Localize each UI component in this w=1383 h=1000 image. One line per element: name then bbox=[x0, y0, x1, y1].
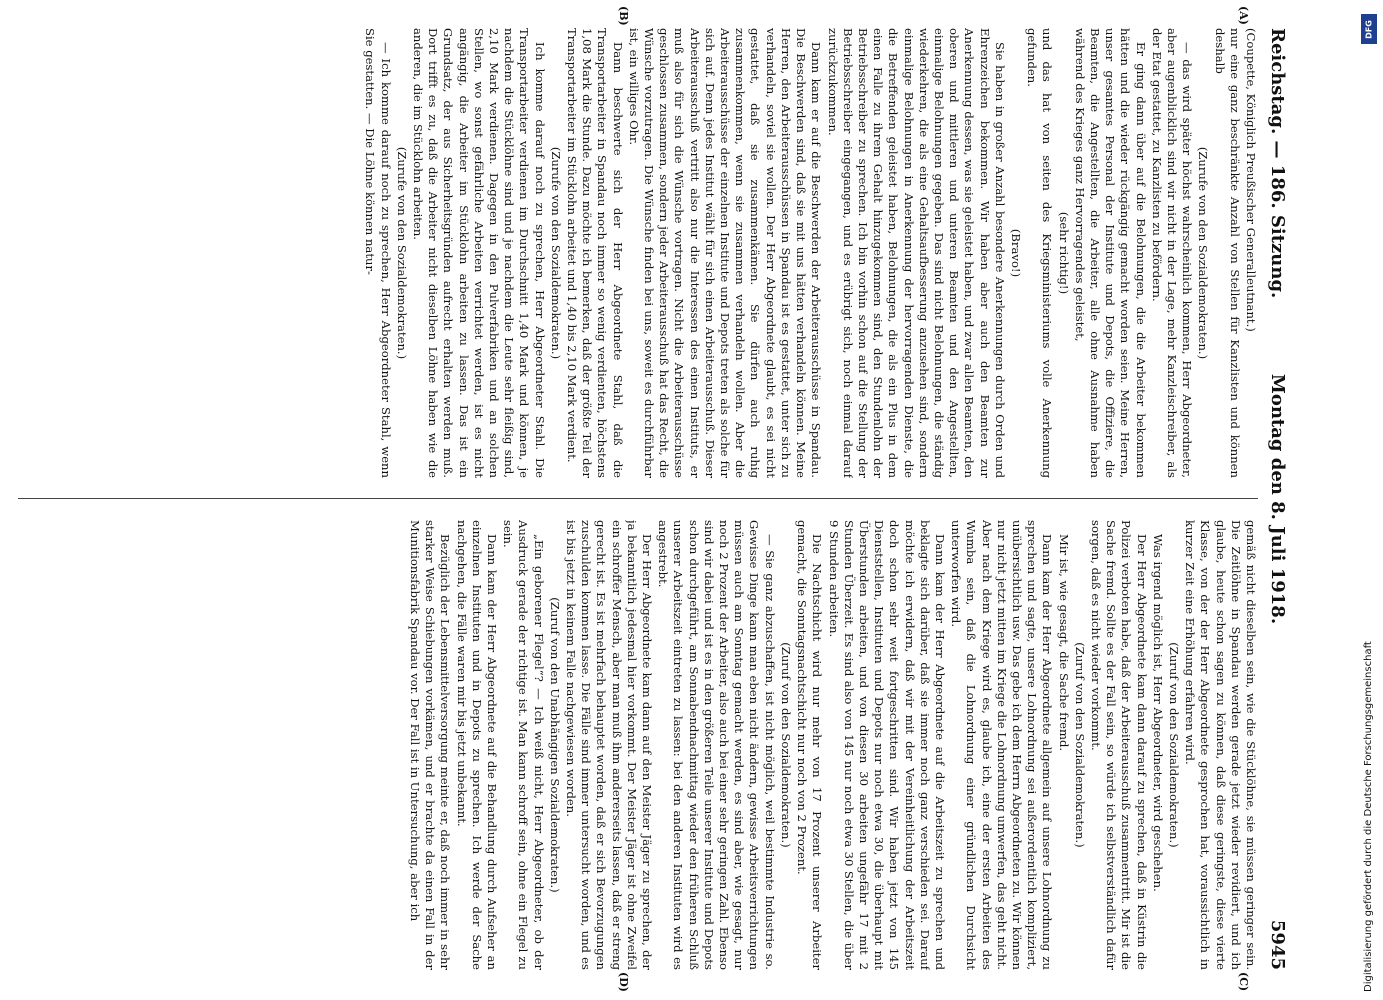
paragraph: Er ging dann über auf die Belohnungen, die die Arbeiter bekommen hätten und die wieder rückgängig gemacht worden seien. Meine Herren, unser gesamtes Personal der Institute und Depots, die Offiziere, die Beamten, die Angestellten, die Arbeiter, alle ohne Ausnahme haben während des Krieges ganz Hervorragendes geleistet, bbox=[1072, 28, 1148, 478]
paragraph: Mir ist, wie gesagt, die Sache fremd. bbox=[1056, 534, 1071, 752]
paragraph: und das hat von seiten des Kriegsministeriums volle Anerkennung gefunden. bbox=[1025, 28, 1055, 478]
left-column bbox=[18, 28, 1258, 478]
interjection: (Zuruf von den Sozialdemokraten.) bbox=[1166, 642, 1181, 848]
paragraph: Ich komme darauf noch zu sprechen, Herr Abgeordneter Stahl. Die Transportarbeiter verdienen im Durchschnitt 1,40 Mark und können, je nachdem die Stücklöhne sind und je nachdem die Leute sehr fleißig sind, 2,10 Mark verdienen. Dagegen in den Pulverfabriken und an solchen Stellen, wo sonst gefährliche Arbeiten verrichtet werden, ist es nicht angängig, die Arbeiter im Stücklohn arbeiten zu lassen. Das ist ein Grundsatz, der aus Sicherheitsgründen aufrecht erhalten werden muß. Dort trifft es zu, daß die Arbeiter nicht dieselben Löhne haben wie die anderen, die im Stücklohn arbeiten. bbox=[411, 28, 547, 478]
interjection: (Zurufe von den Sozialdemokraten.) bbox=[548, 146, 563, 360]
interjection: (Zuruf von den Sozialdemokraten.) bbox=[778, 642, 793, 848]
interjection: (Bravo!) bbox=[1008, 228, 1023, 278]
interjection: (sehr richtig!) bbox=[1056, 211, 1071, 295]
paragraph: Was irgend möglich ist, Herr Abgeordneter, wird geschehen. bbox=[1150, 534, 1165, 892]
paragraph: — Sie ganz abzuschaffen, ist nicht möglich, weil bestimmte Industrie so. Gewisse Dinge kann man eben nicht ändern, gewisse Arbeitsverrichtungen müssen auch am Sonntag gemacht werden, es sind aber, wie gesagt, nur noch 2 Prozent der Arbeiter, also auch bei einer sehr geringen Zahl. Ebenso sind wir dabei und ist es in den größeren Teile unserer Institute und Depots schon durchgeführt, am Sonnabendnachmittag wieder den früheren Schluß unserer Arbeitszeit eintreten zu lassen: bei den anderen Instituten wird es angestrebt. bbox=[656, 520, 777, 970]
text-columns bbox=[18, 28, 1258, 970]
paragraph: Dann kam der Herr Abgeordnete auf die Behandlung durch Aufseher an einzelnen Instituten und in Depots zu sprechen. Ich werde der Sache nachgehen, die Fälle waren mir bis jetzt unbekannt. bbox=[454, 520, 500, 970]
digitization-stamp bbox=[1358, 8, 1380, 992]
dfg-logo bbox=[1361, 14, 1377, 44]
dfg-logo-text: DFG bbox=[1364, 20, 1374, 39]
paragraph: Dann kam der Herr Abgeordnete allgemein auf unsere Lohnordnung zu sprechen und sagte, unsere Lohnordnung sei außerordentlich kompliziert, unübersichtlich usw. Das gebe ich dem Herrn Abgeordneten zu. Wir können nur nicht jetzt mitten im Kriege die Lohnordnung umwerfen, das geht nicht. Aber nach dem Kriege wird es, glaube ich, eine der ersten Arbeiten des Wumba sein, daß die Lohnordnung einer gründlichen Durchsicht unterworfen wird. bbox=[949, 520, 1055, 970]
header-session: Reichstag. — 186. Sitzung. bbox=[1267, 28, 1288, 299]
page-header bbox=[1262, 28, 1292, 970]
paragraph: Dann kam der Herr Abgeordnete auf die Arbeitszeit zu sprechen und beklagte sich darüber, daß sie immer noch ganz verschieden sei. Darauf möchte ich erwidern, daß wir mit der Vereinheitlichung der Arbeitszeit doch schon sehr weit fortgeschritten sind. Wir haben jetzt von 145 Dienststellen, Instituten und Depots nur noch etwa 30, die überhaupt mit Überstunden arbeiten, und von diesen 30 arbeiten ungefähr 17 mit 2 Stunden Überzeit. Es sind also von 145 nur noch etwa 30 Stellen, die über 9 Stunden arbeiten. bbox=[826, 520, 947, 970]
margin-marker-d: (D) bbox=[617, 972, 630, 992]
paragraph: Die Nachtschicht wird nur mehr von 17 Prozent unserer Arbeiter gemacht, die Sonntagsnachtschicht nur noch von 2 Prozent. bbox=[795, 520, 825, 970]
paragraph: Sie haben in großer Anzahl besondere Anerkennungen durch Orden und Ehrenzeichen bekommen. Wir haben aber auch den Beamten zur Anerkennung dessen, was sie geleistet haben, und zwar allen Beamten, den oberen und mittleren und unteren Beamten und den Angestellten, einmalige Belohnungen gegeben. Das sind nicht Belohnungen, die ständig wiederkehren, die als eine Gehaltsaufbesserung anzusehen sind, sondern einmalige Belohnungen in Anerkennung der hervorragenden Dienste, die die Betreffenden geleistet haben, Belohnungen, die als ein Plus in dem einen Falle zu ihrem Gehalt hinzugekommen sind, den Stundenlohn der Betriebsschreiber zu sprechen. Ich bin vorhin schon auf die Stellung der Betriebsschreiber eingegangen, und es erübrigt sich, noch einmal darauf zurückzukommen. bbox=[825, 28, 1007, 478]
margin-marker-a: (A) bbox=[1237, 6, 1250, 25]
interjection: (Zurufe von den Sozialdemokraten.) bbox=[1196, 146, 1211, 360]
paragraph: Der Herr Abgeordnete kam dann auf den Meister Jäger zu sprechen, der ja bekanntlich jedesmal hier vorkommt. Der Meister Jäger ist ohne Zweifel ein schroffer Mensch, aber man muß ihm andererseits lassen, daß er streng gerecht ist. Es ist mehrfach behauptet worden, daß er sich Bevorzugungen zuschulden kommen lasse. Die Fälle sind immer untersucht worden, und es ist bis jetzt in keinem Falle nachgewiesen worden. bbox=[564, 520, 655, 970]
paragraph: Dann kam er auf die Beschwerden der Arbeiterausschüsse in Spandau. Die Beschwerden sind, daß sie mit uns hätten verhandeln können. Meine Herren, den Arbeiterausschüssen in Spandau ist es gestattet, unter sich zu verhandeln, soviel sie wollen. Der Herr Abgeordnete glaubt, es sei nicht gestattet, daß sie zusammenkämen. Sie dürfen auch ruhig zusammenkommen, wenn sie zusammen verhandeln wollen. Aber die Arbeiterausschüsse der einzelnen Institute und Depots treten als solche für sich auf. Denn jedes Institut wählt für sich einen Arbeiterausschuß. Dieser Arbeiterausschuß vertritt also nur die Interessen des einen Instituts, er muß also für sich die Wünsche vortragen. Nicht die Arbeiterausschüsse geschlossen zusammen, sondern jeder Arbeiterausschuß hat das Recht, die Wünsche vorzutragen. Die Wünsche finden bei uns, soweit es durchführbar ist, ein williges Ohr. bbox=[626, 28, 824, 478]
speaker-line: (Coupette, Königlich Preußischer Generalleutnant.) bbox=[1244, 28, 1258, 332]
right-column bbox=[18, 520, 1258, 970]
interjection: (Zuruf von den Unabhängigen Sozialdemokraten.) bbox=[547, 597, 562, 893]
paragraph: Der Herr Abgeordnete kam dann darauf zu sprechen, daß in Küstrin die Polizei verboten habe, daß der Arbeiterausschuß zusammentritt. Mir ist die Sache fremd. Sollte es der Fall sein, so würde ich selbstverständlich dafür sorgen, daß es nicht wieder vorkommt. bbox=[1088, 520, 1149, 970]
paragraph: Bezüglich der Lebensmittelversorgung meinte er, daß noch immer in sehr starker Weise Schiebungen vorkämen, und er brachte da einen Fall in der Munitionsfabrik Spandau vor. Der Fall ist in Untersuchung, aber ich bbox=[408, 520, 453, 970]
header-date: Montag den 8. Juli 1918. bbox=[1267, 373, 1288, 625]
paragraph: Dann beschwerte sich der Herr Abgeordnete Stahl, daß die Transportarbeiter in Spandau noch immer so wenig verdienten, höchstens 1,08 Mark die Stunde. Dazu möchte ich bemerken, daß der größte Teil der Transportarbeiter im Stücklohn arbeitet und 1,40 bis 2,10 Mark verdient. bbox=[565, 28, 625, 478]
paragraph: gemäß nicht dieselben sein, wie die Stücklöhne, sie müssen geringer sein. Die Zeitlöhne in Spandau werden gerade jetzt wieder revidiert, und ich glaube, heute schon sagen zu können, daß diese geringste, diese vierte Klasse, von der der Herr Abgeordnete gesprochen hat, voraussichtlich in kurzer Zeit eine Erhöhung erfahren wird. bbox=[1183, 520, 1258, 970]
interjection: (Zurufe von den Sozialdemokraten.) bbox=[394, 146, 409, 360]
margin-marker-b: (B) bbox=[617, 6, 630, 26]
paragraph: nur eine ganz beschränkte Anzahl von Stellen für Kanzlisten und können deshalb bbox=[1212, 28, 1242, 478]
paragraph: — das wird später höchst wahrscheinlich kommen, Herr Abgeordneter, aber augenblicklich sind wir nicht in der Lage, mehr Kanzleischreiber, als der Etat gestattet, zu Kanzlisten zu befördern. bbox=[1149, 28, 1195, 478]
interjection: (Zuruf von den Sozialdemokraten.) bbox=[1072, 642, 1087, 848]
paragraph: — Ich komme darauf noch zu sprechen, Herr Abgeordneter Stahl, wenn Sie gestatten. — Die Löhne können natur- bbox=[363, 28, 393, 478]
stamp-text: Digitalisierung gefördert durch die Deutsche Forschungsgemeinschaft bbox=[1363, 641, 1374, 992]
paragraph: „Ein geborener Flegel“? — Ich weiß nicht, Herr Abgeordneter, ob der Ausdruck gerade der richtige ist. Man kann schroff sein, ohne ein Flegel zu sein. bbox=[501, 520, 546, 970]
column-divider bbox=[18, 498, 1258, 499]
margin-marker-c: (C) bbox=[1237, 972, 1250, 992]
page-number: 5945 bbox=[1267, 919, 1288, 970]
